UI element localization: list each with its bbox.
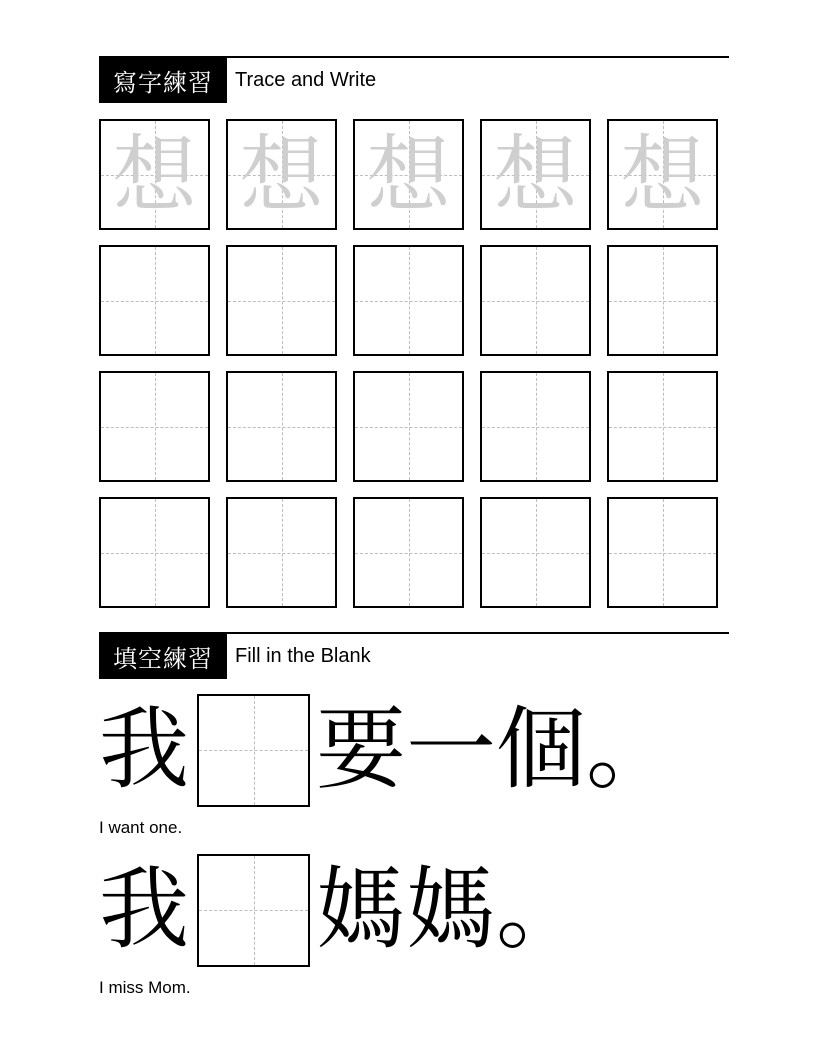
trace-character: 想 (366, 125, 451, 224)
sentence-2 (99, 854, 586, 966)
practice-cell[interactable] (99, 245, 210, 356)
trace-row (99, 119, 729, 230)
sentence-2-before: 我 (99, 857, 189, 962)
practice-cell[interactable] (353, 371, 464, 482)
practice-cell[interactable] (607, 497, 718, 608)
fill-section-subtitle: Fill in the Blank (235, 644, 371, 667)
practice-cell[interactable] (607, 371, 718, 482)
practice-row (99, 497, 729, 608)
trace-character: 想 (493, 125, 578, 224)
writing-grid (99, 119, 729, 623)
trace-character: 想 (112, 125, 197, 224)
practice-cell[interactable] (353, 245, 464, 356)
sentence-1 (99, 694, 676, 806)
trace-cell[interactable] (480, 119, 591, 230)
sentence-1-before: 我 (99, 697, 189, 802)
trace-section-header (99, 57, 376, 103)
practice-cell[interactable] (226, 371, 337, 482)
practice-row (99, 245, 729, 356)
practice-row (99, 371, 729, 482)
fill-section-tag: 填空練習 (99, 633, 227, 679)
fill-section-header (99, 633, 371, 679)
sentence-2-after: 媽媽。 (316, 857, 586, 962)
sentence-2-translation: I miss Mom. (99, 978, 191, 997)
trace-section-subtitle: Trace and Write (235, 68, 377, 91)
trace-cell[interactable] (99, 119, 210, 230)
practice-cell[interactable] (226, 497, 337, 608)
practice-cell[interactable] (480, 497, 591, 608)
sentence-1-translation: I want one. (99, 818, 183, 837)
sentence-1-after: 要一個。 (316, 697, 676, 802)
practice-cell[interactable] (353, 497, 464, 608)
trace-cell[interactable] (226, 119, 337, 230)
practice-cell[interactable] (480, 245, 591, 356)
trace-character: 想 (620, 125, 705, 224)
sentence-1-blank[interactable] (197, 694, 310, 807)
practice-cell[interactable] (607, 245, 718, 356)
practice-cell[interactable] (99, 497, 210, 608)
trace-cell[interactable] (353, 119, 464, 230)
practice-cell[interactable] (99, 371, 210, 482)
trace-section-tag: 寫字練習 (99, 57, 227, 103)
sentence-2-blank[interactable] (197, 854, 310, 967)
trace-cell[interactable] (607, 119, 718, 230)
practice-cell[interactable] (226, 245, 337, 356)
trace-character: 想 (239, 125, 324, 224)
practice-cell[interactable] (480, 371, 591, 482)
